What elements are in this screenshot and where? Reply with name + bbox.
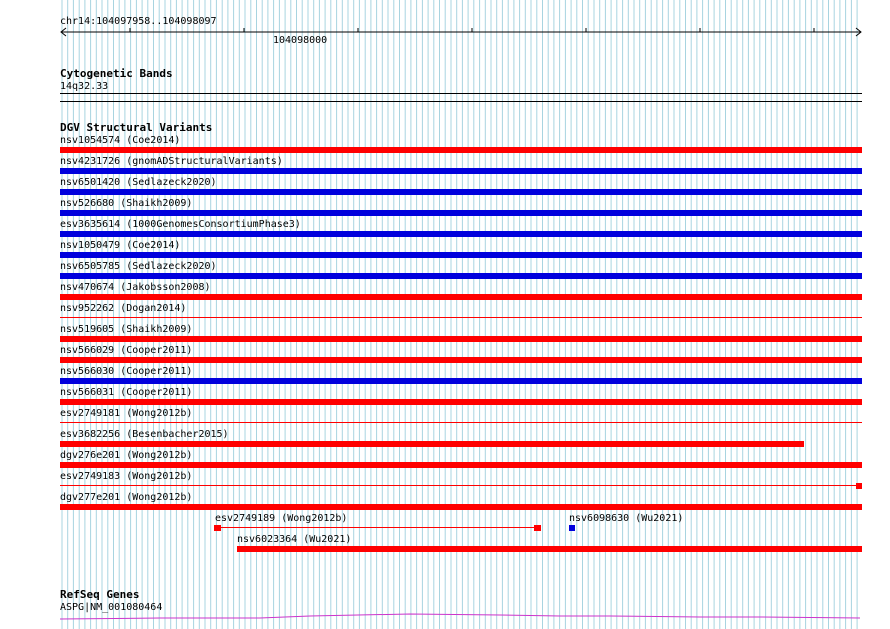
variant-bar[interactable] [60, 378, 862, 384]
variant-bar[interactable] [60, 147, 862, 153]
variant-bar[interactable] [60, 252, 862, 258]
variant-label[interactable]: dgv277e201 (Wong2012b) [60, 492, 193, 503]
variant-line[interactable] [60, 422, 862, 423]
ruler [0, 24, 890, 40]
variant-label[interactable]: esv3635614 (1000GenomesConsortiumPhase3) [60, 219, 301, 230]
variant-label[interactable]: nsv1054574 (Coe2014) [60, 135, 181, 146]
variant-block[interactable] [856, 483, 862, 489]
variant-label[interactable]: nsv6098630 (Wu2021) [569, 513, 684, 524]
variant-bar[interactable] [60, 231, 862, 237]
gene-feature[interactable] [0, 608, 890, 622]
variant-label[interactable]: esv3682256 (Besenbacher2015) [60, 429, 229, 440]
variant-bar[interactable] [60, 399, 862, 405]
variant-bar[interactable] [60, 462, 862, 468]
dgv-track-title[interactable]: DGV Structural Variants [60, 121, 213, 134]
variant-label[interactable]: nsv1050479 (Coe2014) [60, 240, 181, 251]
cytoband-label: 14q32.33 [60, 81, 109, 92]
variant-label[interactable]: dgv276e201 (Wong2012b) [60, 450, 193, 461]
variant-label[interactable]: nsv519605 (Shaikh2009) [60, 324, 193, 335]
cytoband-bar-top [60, 93, 862, 94]
variant-label[interactable]: nsv6023364 (Wu2021) [237, 534, 352, 545]
variant-bar[interactable] [237, 546, 862, 552]
variant-label[interactable]: nsv6505785 (Sedlazeck2020) [60, 261, 217, 272]
variant-label[interactable]: nsv566030 (Cooper2011) [60, 366, 193, 377]
variant-label[interactable]: nsv526680 (Shaikh2009) [60, 198, 193, 209]
variant-bar[interactable] [60, 273, 862, 279]
variant-label[interactable]: nsv470674 (Jakobsson2008) [60, 282, 211, 293]
variant-label[interactable]: esv2749189 (Wong2012b) [215, 513, 348, 524]
refseq-track-title[interactable]: RefSeq Genes [60, 588, 140, 601]
variant-bar[interactable] [60, 294, 862, 300]
variant-label[interactable]: nsv952262 (Dogan2014) [60, 303, 187, 314]
variant-block[interactable] [214, 525, 221, 531]
variant-bar[interactable] [60, 336, 862, 342]
region-label: chr14:104097958..104098097 [60, 16, 217, 27]
variant-bar[interactable] [60, 168, 862, 174]
variant-label[interactable]: nsv4231726 (gnomADStructuralVariants) [60, 156, 283, 167]
variant-block[interactable] [569, 525, 575, 531]
variant-bar[interactable] [60, 357, 862, 363]
variant-label[interactable]: esv2749181 (Wong2012b) [60, 408, 193, 419]
variant-label[interactable]: nsv566029 (Cooper2011) [60, 345, 193, 356]
variant-bar[interactable] [60, 210, 862, 216]
variant-gap-line [221, 527, 534, 528]
variant-bar[interactable] [60, 441, 804, 447]
variant-bar[interactable] [60, 189, 862, 195]
variant-label[interactable]: nsv566031 (Cooper2011) [60, 387, 193, 398]
variant-line[interactable] [60, 317, 862, 318]
cytoband-track-title[interactable]: Cytogenetic Bands [60, 67, 173, 80]
gene-label[interactable]: ASPG|NM_001080464 [60, 602, 163, 613]
variant-bar[interactable] [60, 504, 862, 510]
variant-line[interactable] [60, 485, 856, 486]
variant-label[interactable]: nsv6501420 (Sedlazeck2020) [60, 177, 217, 188]
variant-label[interactable]: esv2749183 (Wong2012b) [60, 471, 193, 482]
variant-block[interactable] [534, 525, 541, 531]
cytoband-bar-bottom [60, 101, 862, 102]
ruler-tick-label: 104098000 [273, 35, 328, 46]
